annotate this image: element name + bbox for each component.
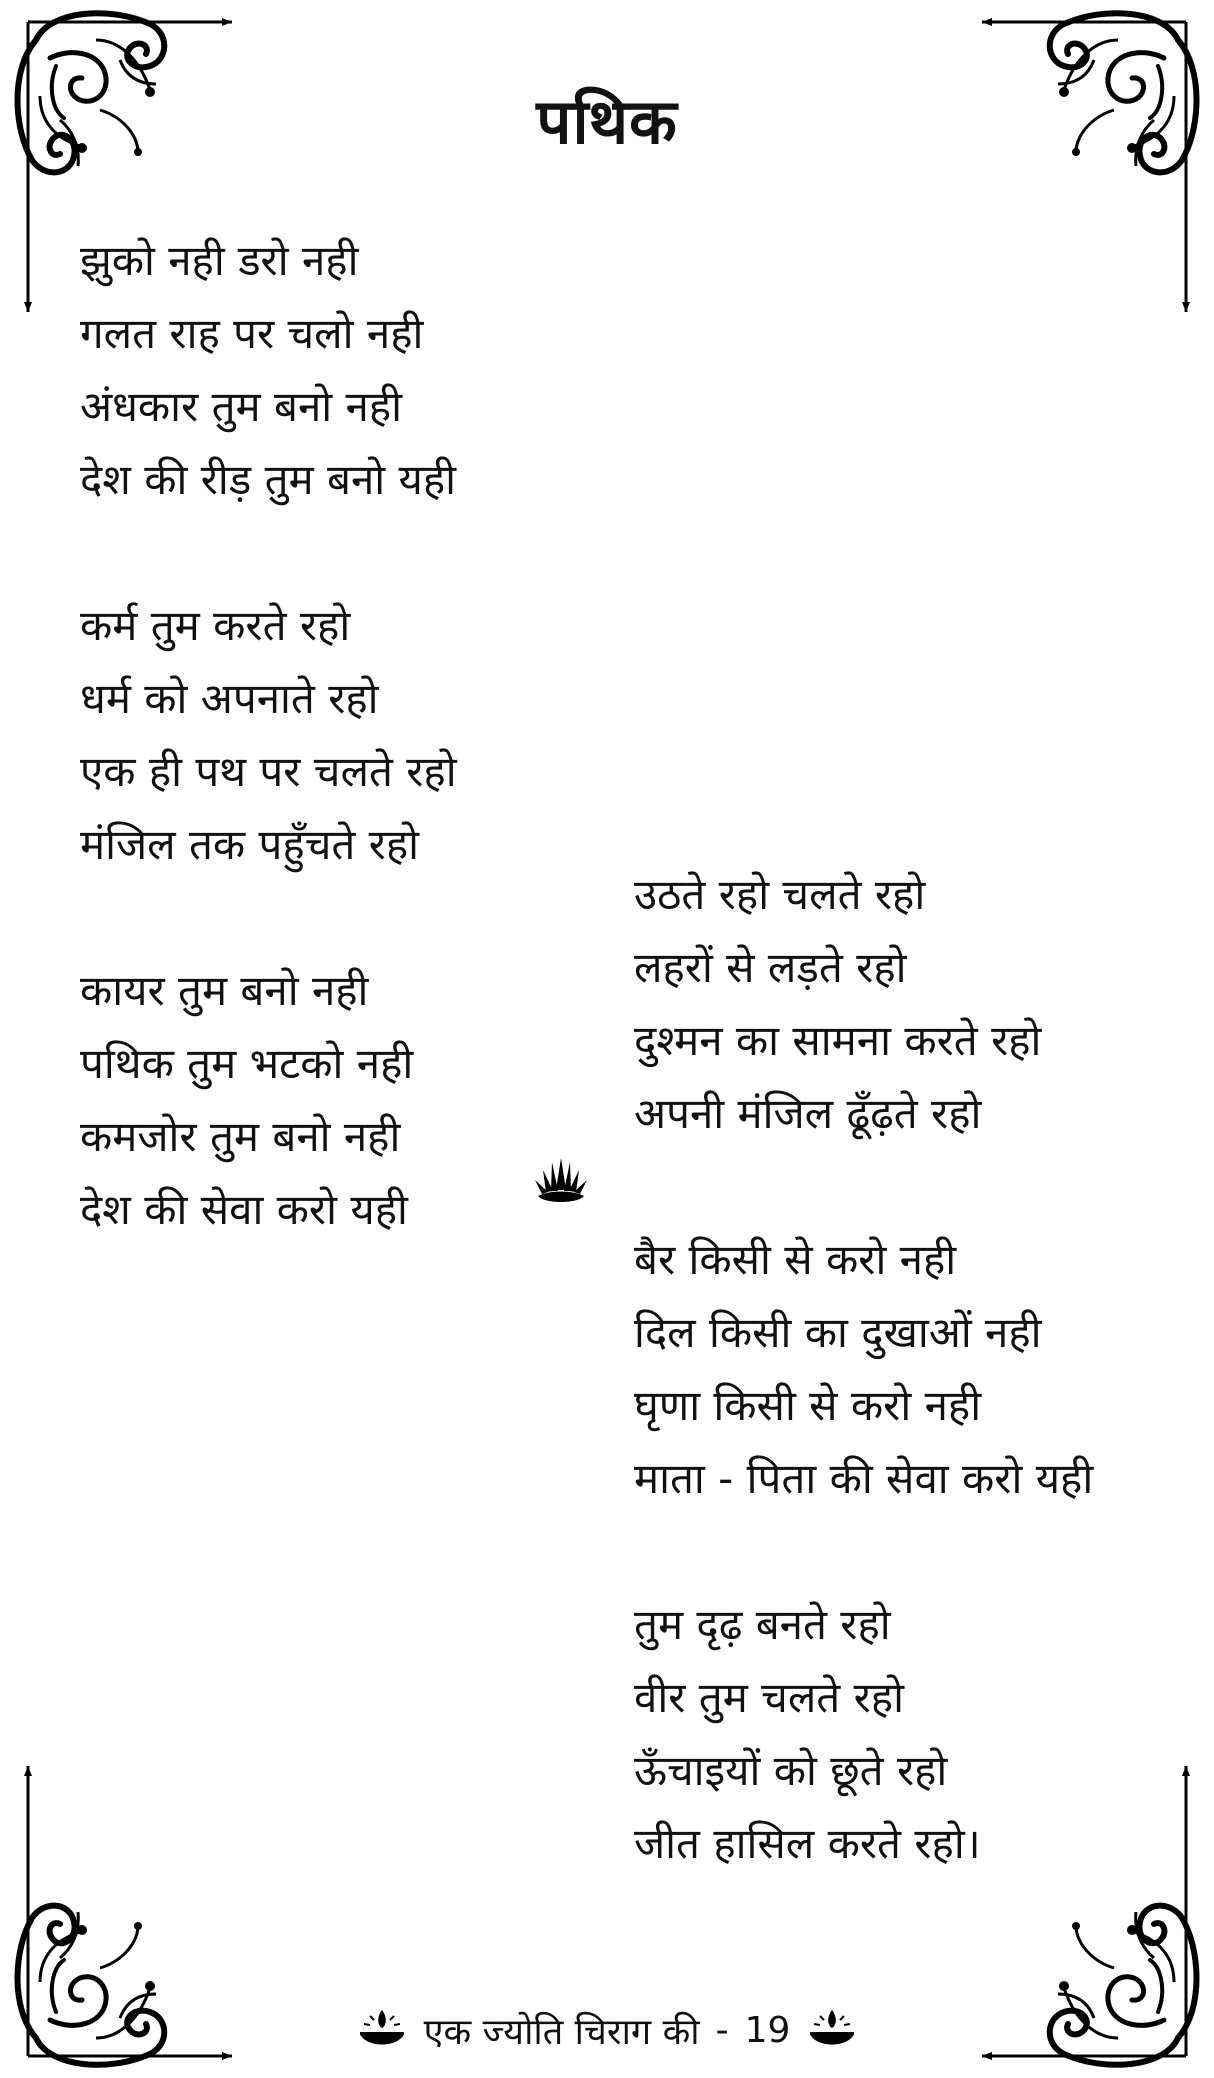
stanza-4 — [634, 858, 1194, 1150]
poem-line: देश की सेवा करो यही — [80, 1185, 408, 1234]
poem-line: कर्म तुम करते रहो — [80, 601, 351, 650]
book-title: एक ज्योति चिराग की — [423, 2011, 700, 2053]
poem-line: दुश्मन का सामना करते रहो — [634, 1016, 1042, 1065]
poem-line: ऊँचाइयों को छूते रहो — [634, 1746, 948, 1795]
poem-line: अंधकार तुम बनो नही — [80, 382, 402, 431]
stanza-5 — [634, 1223, 1194, 1515]
stanza-1 — [80, 224, 550, 516]
poem-title: पथिक — [536, 85, 678, 158]
stanza-6 — [634, 1588, 1194, 1880]
poem-line: मंजिल तक पहुँचते रहो — [80, 820, 420, 869]
poem-right-column — [634, 858, 1194, 1880]
poem-left-column — [80, 224, 550, 1246]
poem-line: दिल किसी का दुखाओं नही — [634, 1308, 1042, 1357]
shell-ornament-icon — [530, 1150, 592, 1212]
poem-line: कमजोर तुम बनो नही — [80, 1112, 401, 1161]
poem-line: देश की रीड़ तुम बनो यही — [80, 455, 457, 504]
poem-line: धर्म को अपनाते रहो — [80, 674, 379, 723]
poem-line: एक ही पथ पर चलते रहो — [80, 747, 457, 796]
poem-line: तुम दृढ़ बनते रहो — [634, 1600, 891, 1649]
poem-line: लहरों से लड़ते रहो — [634, 943, 907, 992]
footer-separator: - — [715, 2009, 729, 2051]
diya-lamp-icon — [356, 2008, 408, 2052]
poem-line: पथिक तुम भटको नही — [80, 1039, 414, 1088]
diya-lamp-icon — [806, 2008, 858, 2052]
poem-line: गलत राह पर चलो नही — [80, 309, 424, 358]
poem-line: बैर किसी से करो नही — [634, 1235, 957, 1284]
page-footer — [0, 2002, 1214, 2058]
poem-line: माता - पिता की सेवा करो यही — [634, 1454, 1094, 1503]
poem-line: घृणा किसी से करो नही — [634, 1381, 982, 1430]
stanza-3 — [80, 954, 550, 1246]
poem-line: उठते रहो चलते रहो — [634, 870, 926, 919]
poem-line: अपनी मंजिल ढूँढ़ते रहो — [634, 1089, 982, 1138]
poem-line: झुको नही डरो नही — [80, 236, 359, 285]
poem-line: कायर तुम बनो नही — [80, 966, 369, 1015]
poem-line: जीत हासिल करते रहो। — [634, 1819, 981, 1868]
stanza-2 — [80, 589, 550, 881]
page-number: 19 — [744, 2009, 791, 2051]
poem-line: वीर तुम चलते रहो — [634, 1673, 904, 1722]
